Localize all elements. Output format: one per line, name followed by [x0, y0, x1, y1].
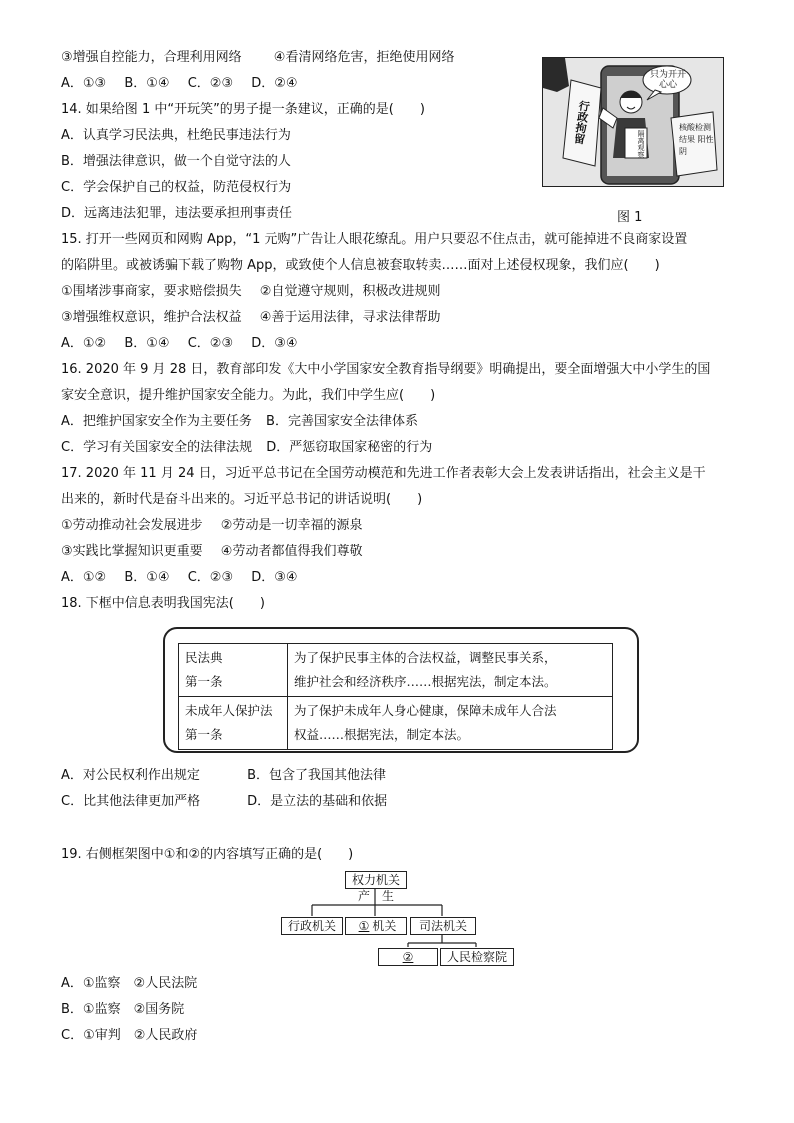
figure-1-cartoon [542, 57, 724, 187]
q17-choice-c[interactable]: C．②③ [187, 570, 234, 585]
q15-choice-a[interactable]: A．①② [61, 336, 107, 351]
q16-choices-row1 [61, 413, 418, 431]
q16-choice-a[interactable]: A．把维护国家安全作为主要任务 [61, 414, 252, 429]
q13-option-4: ④看清网络危害，拒绝使用网络 [273, 50, 455, 65]
q18-choices-row2 [61, 793, 387, 811]
q16-choice-d[interactable]: D．严惩窃取国家秘密的行为 [266, 440, 433, 455]
blank-2-mark: ② [402, 950, 414, 964]
q15-options-row1 [61, 283, 440, 301]
q18-stem: 18. 下框中信息表明我国宪法( ) [61, 596, 265, 611]
q13-choice-b[interactable]: B．①④ [124, 76, 170, 91]
q14-choice-a[interactable]: A．认真学习民法典，杜绝民事违法行为 [61, 128, 291, 143]
q14-choice-d[interactable]: D．远离违法犯罪，违法要承担刑事责任 [61, 206, 293, 221]
law-name: 民法典 [185, 650, 223, 665]
q18-choice-d[interactable]: D．是立法的基础和依据 [247, 794, 388, 809]
q18-choices-row1 [61, 767, 386, 785]
q13-choice-c[interactable]: C．②③ [187, 76, 234, 91]
q16-choices-row2 [61, 439, 432, 457]
box-blank-2 [378, 948, 438, 966]
q17-choices [61, 569, 312, 587]
law-text-line1: 为了保护民事主体的合法权益，调整民事关系， [294, 650, 557, 665]
q16-choice-c[interactable]: C．学习有关国家安全的法律法规 [61, 440, 253, 455]
q19-choice-a[interactable]: A．①监察 ②人民法院 [61, 976, 198, 991]
q13-options-row [61, 49, 454, 67]
q18-law-table [178, 643, 613, 750]
q15-stem-line1: 15. 打开一些网页和网购 App，“1 元购”广告让人眼花缭乱。用户只要忍不住点击，就可能掉进不良商家设置 [61, 232, 688, 247]
box-administrative-organ: 行政机关 [281, 917, 343, 935]
q17-choice-b[interactable]: B．①④ [124, 570, 170, 585]
law-name-cell [179, 697, 288, 750]
q15-options-row2 [61, 309, 440, 327]
q17-option-4: ④劳动者都值得我们尊敬 [220, 544, 363, 559]
law-text-cell [288, 644, 613, 697]
q18-choice-c[interactable]: C．比其他法律更加严格 [61, 794, 201, 809]
law-name-cell [179, 644, 288, 697]
q18-choice-a[interactable]: A．对公民权利作出规定 [61, 768, 200, 783]
law-name: 未成年人保护法 [185, 703, 273, 718]
q13-choice-a[interactable]: A．①③ [61, 76, 107, 91]
q15-choices [61, 335, 312, 353]
q14-choice-b[interactable]: B．增强法律意识，做一个自觉守法的人 [61, 154, 291, 169]
screen-text: 隔离观察 [637, 130, 645, 158]
q14-choice-c[interactable]: C．学会保护自己的权益，防范侵权行为 [61, 180, 292, 195]
q15-option-1: ①围堵涉事商家，要求赔偿损失 [61, 284, 242, 299]
box-procuratorate: 人民检察院 [440, 948, 514, 966]
box-power-organ: 权力机关 [345, 871, 407, 889]
q15-option-3: ③增强维权意识，维护合法权益 [61, 310, 242, 325]
q16-stem-line2: 家安全意识，提升维护国家安全能力。为此，我们中学生应( ) [61, 388, 436, 403]
box-blank-1-organ [345, 917, 407, 935]
law-article: 第一条 [185, 727, 223, 742]
q15-stem-line2: 的陷阱里。或被诱骗下载了购物 App，或致使个人信息被套取转卖……面对上述侵权现象，我们应( ) [61, 258, 660, 273]
law-text-line2: 维护社会和经济秩序……根据宪法，制定本法。 [294, 674, 557, 689]
q15-choice-d[interactable]: D．③④ [251, 336, 298, 351]
q15-option-4: ④善于运用法律，寻求法律帮助 [259, 310, 441, 325]
q13-option-3: ③增强自控能力，合理利用网络 [61, 50, 242, 65]
right-paper-text: 核酸检测结果 阳性 阴 [679, 123, 714, 156]
q18-choice-b[interactable]: B．包含了我国其他法律 [247, 768, 387, 783]
q15-choice-c[interactable]: C．②③ [187, 336, 234, 351]
q17-choice-a[interactable]: A．①② [61, 570, 107, 585]
law-text-cell [288, 697, 613, 750]
q17-choice-d[interactable]: D．③④ [251, 570, 298, 585]
box-judicial-organ: 司法机关 [410, 917, 476, 935]
q17-stem-line1: 17. 2020 年 11 月 24 日，习近平总书记在全国劳动模范和先进工作者表彰大会上发表讲话指出，社会主义是干 [61, 466, 706, 481]
q16-choice-b[interactable]: B．完善国家安全法律体系 [266, 414, 418, 429]
table-row [179, 697, 613, 750]
q16-stem-line1: 16. 2020 年 9 月 28 日，教育部印发《大中小学国家安全教育指导纲要》明确提出，要全面增强大中小学生的国 [61, 362, 711, 377]
q13-choice-d[interactable]: D．②④ [251, 76, 298, 91]
q17-options-row2 [61, 543, 362, 561]
left-paper-text: 行政拘留 [571, 99, 591, 145]
q19-choice-b[interactable]: B．①监察 ②国务院 [61, 1002, 185, 1017]
figure-1-caption: 图 1 [617, 210, 643, 225]
q17-options-row1 [61, 517, 362, 535]
q19-choice-c[interactable]: C．①审判 ②人民政府 [61, 1028, 198, 1043]
law-text-line1: 为了保护未成年人身心健康，保障未成年人合法 [294, 703, 557, 718]
q19-stem: 19. 右侧框架图中①和②的内容填写正确的是( ) [61, 847, 354, 862]
q17-stem-line2: 出来的，新时代是奋斗出来的。习近平总书记的讲话说明( ) [61, 492, 423, 507]
table-row [179, 644, 613, 697]
q14-stem: 14. 如果给图 1 中“开玩笑”的男子提一条建议，正确的是( ) [61, 102, 425, 117]
law-article: 第一条 [185, 674, 223, 689]
q15-choice-b[interactable]: B．①④ [124, 336, 170, 351]
produce-label: 产 生 [357, 889, 394, 903]
blank-1-mark: ① [358, 919, 370, 933]
blank-1-suffix: 机关 [372, 919, 397, 933]
q17-option-3: ③实践比掌握知识更重要 [61, 544, 203, 559]
q13-choices [61, 75, 312, 93]
q17-option-1: ①劳动推动社会发展进步 [61, 518, 203, 533]
q15-option-2: ②自觉遵守规则，积极改进规则 [259, 284, 441, 299]
q17-option-2: ②劳动是一切幸福的源泉 [220, 518, 363, 533]
speech-bubble-text: 只为开开心心 [650, 70, 687, 90]
law-text-line2: 权益……根据宪法，制定本法。 [294, 727, 470, 742]
